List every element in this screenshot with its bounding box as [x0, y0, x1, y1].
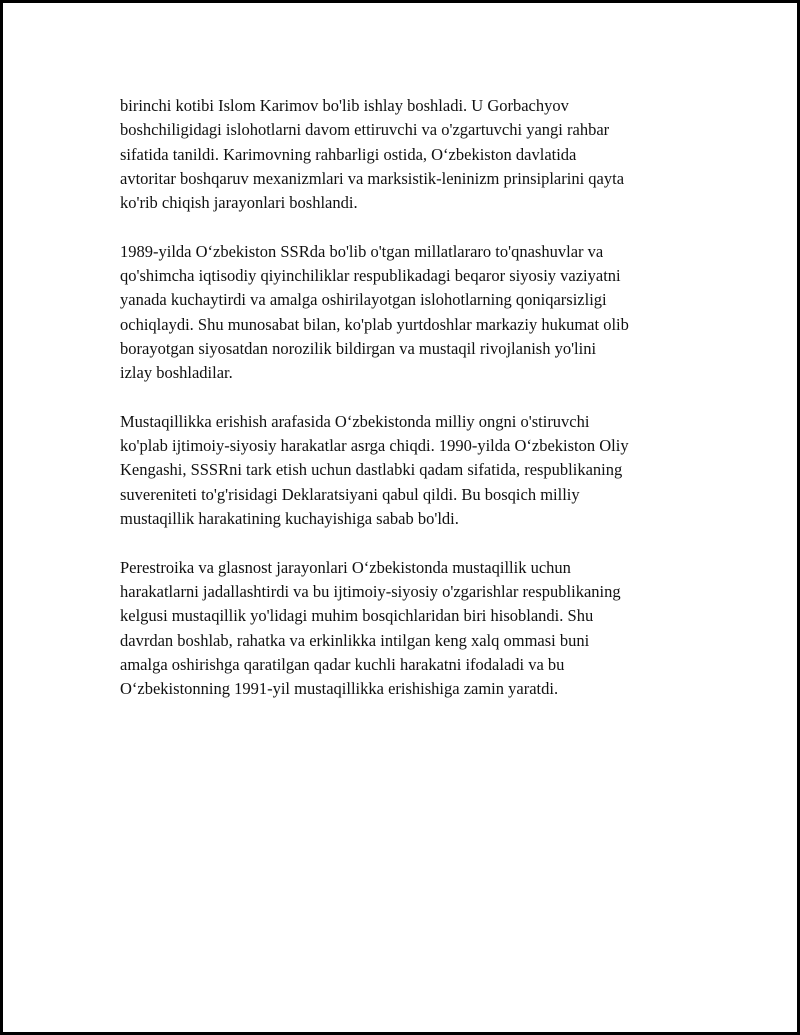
document-body	[120, 94, 710, 726]
paragraph-2: 1989-yilda O‘zbekiston SSRda bo'lib o'tgan millatlararo to'qnashuvlar va qo'shimcha iqtisodiy qiyinchiliklar respublikadagi beqaror siyosiy vaziyatni yanada kuchaytirdi va amalga oshirilayotgan islohotlarning qoniqarsizligi ochiqlaydi. Shu munosabat bilan, ko'plab yurtdoshlar markaziy hukumat olib borayotgan siyosatdan norozilik bildirgan va mustaqil rivojlanish yo'lini izlay boshladilar.	[120, 241, 629, 383]
paragraph-1: birinchi kotibi Islom Karimov bo'lib ishlay boshladi. U Gorbachyov boshchiligidagi islohotlarni davom ettiruvchi va o'zgartuvchi yangi rahbar sifatida tanildi. Karimovning rahbarligi ostida, O‘zbekiston davlatida avtoritar boshqaruv mexanizmlari va marksistik-leninizm prinsiplarini qayta ko'rib chiqish jarayonlari boshlandi.	[120, 96, 625, 213]
paragraph-3: Mustaqillikka erishish arafasida O‘zbekistonda milliy ongni o'stiruvchi ko'plab ijtimoiy-siyosiy harakatlar asrga chiqdi. 1990-yilda O‘zbekiston Oliy Kengashi, SSSRni tark etish uchun dastlabki qadam sifatida, respublikaning suvereniteti to'g'risidagi Deklaratsiyani qabul qildi. Bu bosqich milliy mustaqillik harakatining kuchayishiga sabab bo'ldi.	[120, 411, 629, 529]
paragraph-4: Perestroika va glasnost jarayonlari O‘zbekistonda mustaqillik uchun harakatlarni jadallashtirdi va bu ijtimoiy-siyosiy o'zgarishlar respublikaning kelgusi mustaqillik yo'lidagi muhim bosqichlaridan biri hisoblandi. Shu davrdan boshlab, rahatka va erkinlikka intilgan keng xalq ommasi buni amalga oshirishga qaratilgan qadar kuchli harakatni ifodaladi va bu O‘zbekistonning 1991-yil mustaqillikka erishishiga zamin yaratdi.	[120, 557, 621, 699]
